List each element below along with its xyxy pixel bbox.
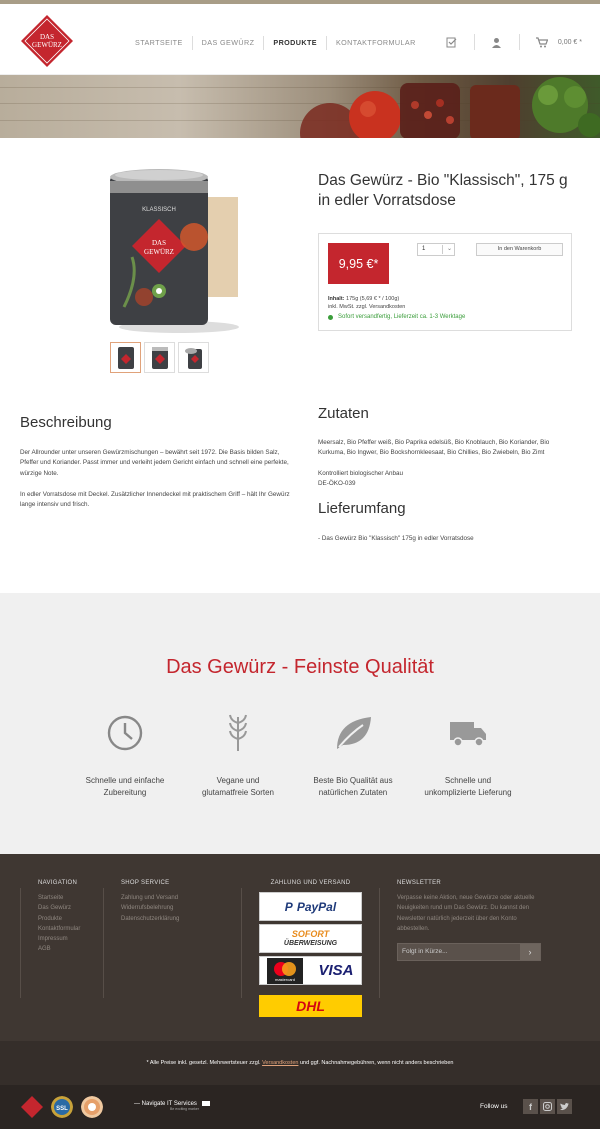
plug-icon xyxy=(202,1101,210,1106)
footer-link-impressum[interactable]: Impressum xyxy=(38,936,68,943)
site-footer xyxy=(0,854,600,1041)
product-main-image[interactable] xyxy=(104,167,254,337)
footer-navigation xyxy=(38,880,80,955)
newsletter-heading: NEWSLETTER xyxy=(397,880,442,886)
inhalt-label: Inhalt: xyxy=(328,296,345,302)
delivery-status xyxy=(328,314,465,320)
description-heading: Beschreibung xyxy=(20,414,112,431)
thumbnail-3[interactable] xyxy=(178,342,209,373)
nav-das-gewuerz[interactable]: DAS GEWÜRZ xyxy=(192,36,264,50)
feature-label: Schnelle und einfache xyxy=(85,776,165,785)
footer-newsletter xyxy=(397,880,543,961)
follow-us-label: Follow us xyxy=(480,1103,508,1110)
buy-box xyxy=(318,233,572,331)
header-actions xyxy=(430,34,582,50)
agency-credit[interactable] xyxy=(134,1101,210,1111)
header-separator xyxy=(519,34,520,50)
visa-logo: VISA xyxy=(318,962,354,979)
feature-label: Zubereitung xyxy=(103,787,147,797)
footer-link-produkte[interactable]: Produkte xyxy=(38,915,63,922)
scope-text: - Das Gewürz Bio "Klassisch" 175g in edler Vorratsdose xyxy=(318,535,474,542)
product-title: Das Gewürz - Bio "Klassisch", 175 g in edler Vorratsdose xyxy=(318,172,568,209)
footer-payment xyxy=(259,880,362,1017)
ingredients-text: Meersalz, Bio Pfeffer weiß, Bio Paprika edelsüß, Bio Knoblauch, Bio Koriander, Bio Kurkuma, Bio Ingwer, Bio Bockshornkleesaat, Bio Chillies, Bio Zwiebeln, Bio Zimt xyxy=(318,439,550,457)
feature-label: unkomplizierte Lieferung xyxy=(424,787,512,797)
quantity-value: 1 xyxy=(422,246,426,252)
cart-total[interactable]: 0,00 € * xyxy=(557,38,582,46)
leaf-icon xyxy=(298,713,408,753)
content-info xyxy=(328,295,405,311)
feature-label: natürlichen Zutaten xyxy=(318,787,388,797)
newsletter-text: Verpasse keine Aktion, neue Gewürze oder aktuelle Neuigkeiten rund um Das Gewürz. Du kannst den Newsletter natürlich jederzeit über den Konto abbestellen. xyxy=(397,895,535,932)
paypal-text: PayPal xyxy=(296,899,337,914)
main-nav xyxy=(126,36,425,50)
add-to-cart-button[interactable]: In den Warenkorb xyxy=(476,243,563,256)
mastercard-logo xyxy=(267,958,303,984)
trust-badge xyxy=(81,1096,103,1118)
feature-label: Vegane und xyxy=(216,776,260,785)
footer-link-widerruf[interactable]: Widerrufsbelehrung xyxy=(121,905,174,912)
shipping-costs-link[interactable]: Versandkosten xyxy=(262,1060,299,1066)
ingredients-heading: Zutaten xyxy=(318,405,369,422)
tin-label: KLASSISCH xyxy=(142,207,176,213)
bottom-bar xyxy=(0,1085,600,1129)
cart-icon[interactable] xyxy=(534,34,550,50)
clock-icon xyxy=(70,713,180,753)
footer-link-kontaktformular[interactable]: Kontaktformular xyxy=(38,925,81,932)
feature-delivery xyxy=(413,713,523,798)
feature-label: Beste Bio Qualität aus xyxy=(313,776,393,785)
feature-label: Schnelle und xyxy=(444,776,492,785)
hero-banner-image xyxy=(0,75,600,138)
truck-icon xyxy=(413,713,523,753)
thumbnail-1[interactable] xyxy=(110,342,141,373)
checklist-icon[interactable] xyxy=(444,34,460,50)
footer-payment-heading: ZAHLUNG UND VERSAND xyxy=(270,880,351,886)
quantity-select[interactable] xyxy=(417,243,455,256)
nav-kontaktformular[interactable]: KONTAKTFORMULAR xyxy=(326,36,425,50)
agency-name: — Navigate IT Services xyxy=(134,1101,197,1108)
description-p2: In edler Vorratsdose mit Deckel. Zusätzlicher Innendeckel mit praktischem Griff – hält Ihr Gewürz lange intensiv und frisch. xyxy=(20,491,290,509)
quality-section xyxy=(0,593,600,854)
sofort-logo xyxy=(259,924,362,953)
footer-link-agb[interactable]: AGB xyxy=(38,946,51,953)
svg-text:GEWÜRZ: GEWÜRZ xyxy=(144,248,174,256)
delivery-text: Sofort versandfertig, Lieferzeit ca. 1-3 Werktage xyxy=(338,314,466,320)
agency-tagline: Be exciting marker xyxy=(170,1107,199,1112)
nav-startseite[interactable]: STARTSEITE xyxy=(135,38,183,47)
card-logos xyxy=(259,956,362,985)
ssl-badge xyxy=(51,1096,73,1118)
dhl-text: DHL xyxy=(296,998,325,1014)
sofort-text: SOFORT xyxy=(291,928,330,939)
thumbnail-2[interactable] xyxy=(144,342,175,373)
footer-shop-service xyxy=(121,880,179,924)
footer-nav-heading: NAVIGATION xyxy=(38,880,78,886)
organic-control-line2: DE-ÖKO-039 xyxy=(318,480,356,487)
user-icon[interactable] xyxy=(489,34,505,50)
product-thumbnails xyxy=(110,342,209,373)
shipping-note: inkl. MwSt. zzgl. Versandkosten xyxy=(328,304,406,310)
footer-link-das-gewuerz[interactable]: Das Gewürz xyxy=(38,905,72,912)
dhl-logo xyxy=(259,995,362,1017)
twitter-icon[interactable] xyxy=(557,1099,572,1114)
newsletter-placeholder: Folgt in Kürze... xyxy=(402,948,448,956)
footer-service-heading: SHOP SERVICE xyxy=(121,880,170,886)
organic-control-line1: Kontrolliert biologischer Anbau xyxy=(318,470,404,477)
description-p1: Der Allrounder unter unseren Gewürzmischungen – bewährt seit 1972. Die Basis bilden Salz, Pfeffer und Koriander. Passt immer und verleiht jedem Gericht einfach und schnell eine perfekte, würzige Note. xyxy=(20,449,289,477)
svg-text:DAS: DAS xyxy=(39,33,55,41)
paypal-logo: P PayPal xyxy=(259,892,362,921)
wheat-icon xyxy=(183,713,293,753)
legal-notice xyxy=(0,1041,600,1085)
newsletter-submit-button[interactable]: › xyxy=(520,944,540,960)
product-price: 9,95 €* xyxy=(328,243,389,284)
scope-heading: Lieferumfang xyxy=(318,500,406,517)
facebook-icon[interactable]: f xyxy=(523,1099,538,1114)
svg-text:GEWÜRZ: GEWÜRZ xyxy=(32,41,62,49)
footer-link-startseite[interactable]: Startseite xyxy=(38,895,64,901)
feature-label: glutamatfreie Sorten xyxy=(201,787,275,797)
ueberweisung-text: ÜBERWEISUNG xyxy=(283,939,338,947)
newsletter-input[interactable] xyxy=(397,943,541,961)
quality-title: Das Gewürz - Feinste Qualität xyxy=(166,656,434,678)
chevron-down-icon: ⌄ xyxy=(446,246,452,252)
site-header xyxy=(0,4,600,75)
feature-vegan xyxy=(183,713,293,798)
legal-text-end: und ggf. Nachnahmegebühren, wenn nicht anders beschrieben xyxy=(298,1060,454,1066)
svg-text:SSL: SSL xyxy=(56,1106,68,1112)
legal-text-start: * Alle Preise inkl. gesetzl. Mehrwertsteuer zzgl. xyxy=(146,1060,263,1066)
header-separator xyxy=(474,34,475,50)
das-gewuerz-logo[interactable] xyxy=(20,14,74,68)
instagram-icon[interactable] xyxy=(540,1099,555,1114)
feature-organic xyxy=(298,713,408,798)
footer-link-zahlung[interactable]: Zahlung und Versand xyxy=(121,895,179,901)
small-logo-badge xyxy=(21,1096,43,1118)
status-dot-icon xyxy=(328,315,333,320)
footer-link-datenschutz[interactable]: Datenschutzerklärung xyxy=(121,915,180,922)
svg-text:mastercard: mastercard xyxy=(275,976,296,982)
feature-quick-prep xyxy=(70,713,180,798)
svg-text:DAS: DAS xyxy=(151,239,167,247)
nav-produkte[interactable]: PRODUKTE xyxy=(263,36,326,50)
inhalt-value: 175g (5,69 € * / 100g) xyxy=(344,296,400,302)
